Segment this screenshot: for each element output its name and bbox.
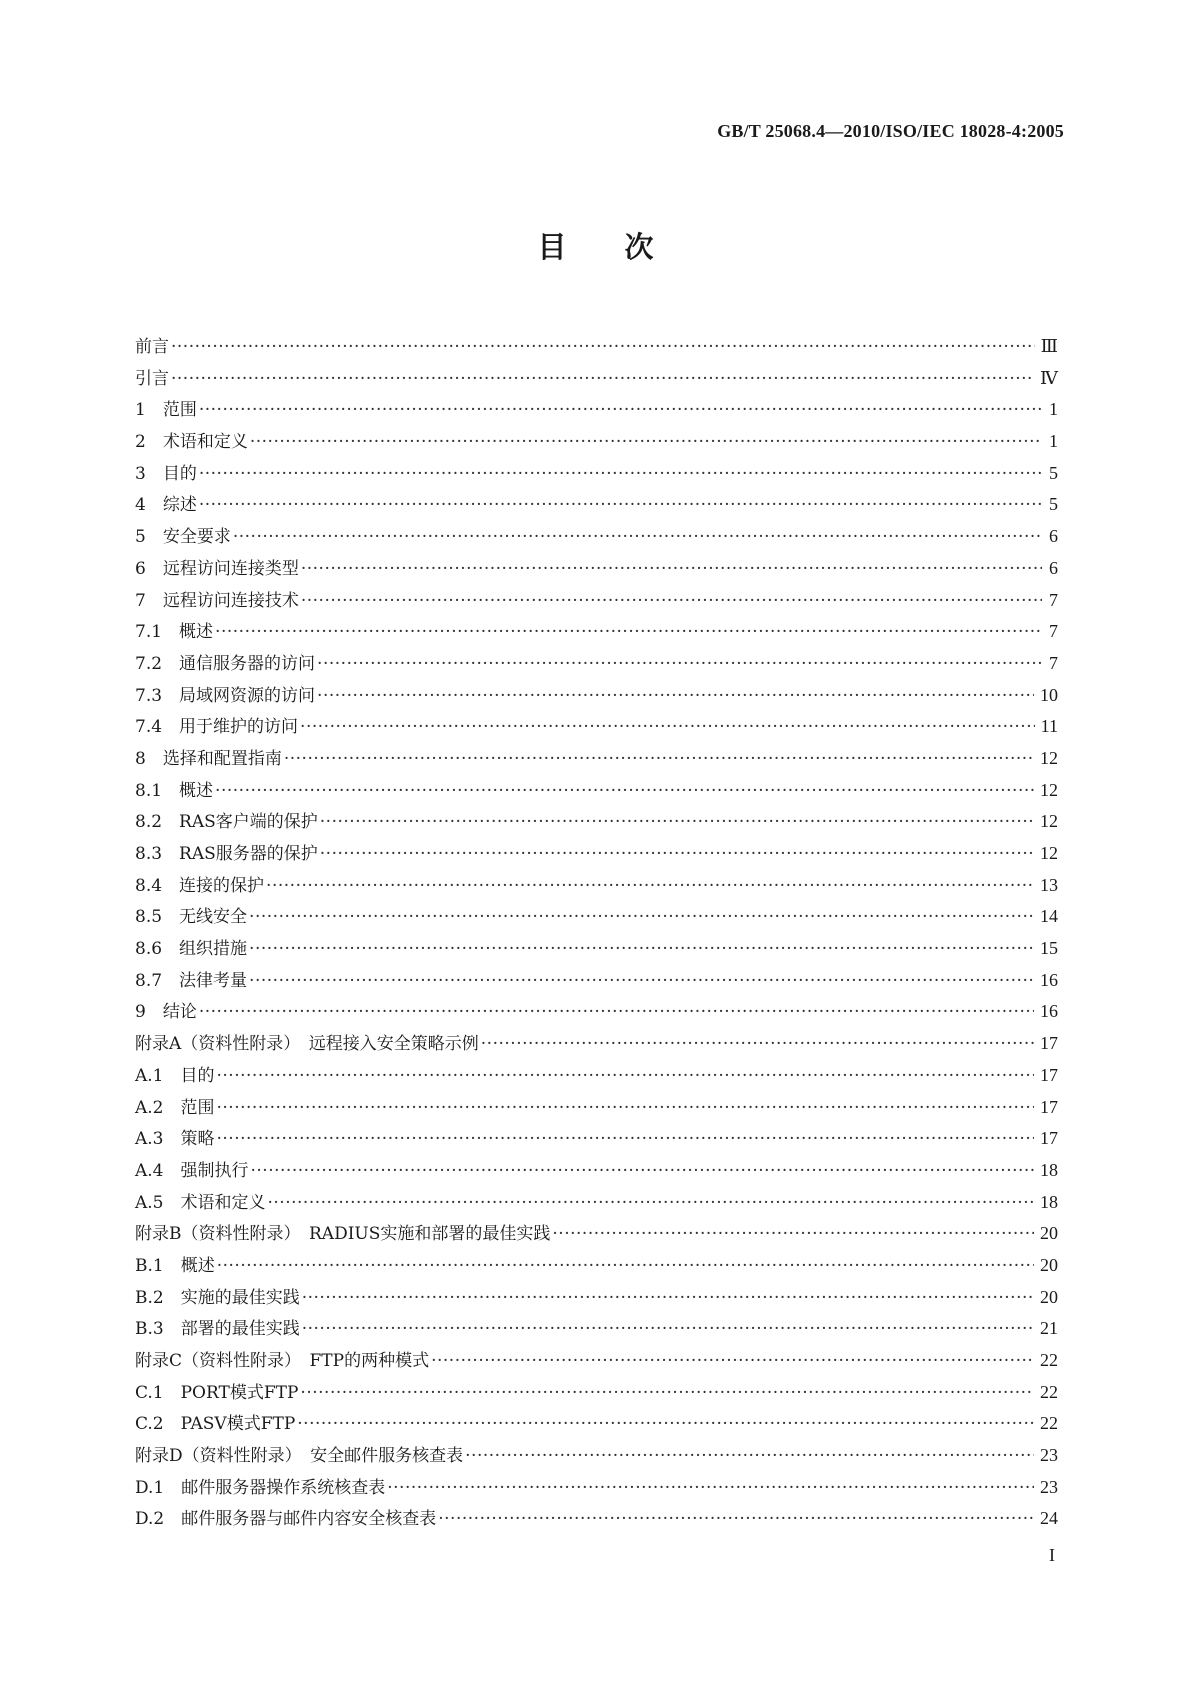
toc-entry-label: 8.1 概述: [135, 780, 214, 801]
toc-dot-leader: [302, 1283, 1034, 1315]
toc-entry-label: 3 目的: [135, 463, 197, 484]
toc-entry-label: C.2 PASV模式FTP: [135, 1414, 296, 1435]
toc-entry[interactable]: [135, 585, 1058, 617]
toc-dot-leader: [215, 617, 1042, 649]
toc-entry[interactable]: [135, 1503, 1058, 1535]
toc-dot-leader: [465, 1441, 1034, 1473]
toc-entry-page: 24: [1040, 1508, 1058, 1529]
toc-entry-label: B.1 概述: [135, 1255, 215, 1276]
toc-dot-leader: [431, 1346, 1034, 1378]
toc-entry-label: 9 结论: [135, 1002, 197, 1023]
toc-entry-page: 21: [1040, 1318, 1058, 1339]
toc-dot-leader: [300, 1378, 1034, 1410]
toc-entry[interactable]: [135, 1345, 1058, 1377]
toc-entry[interactable]: [135, 838, 1058, 870]
standard-code: GB/T 25068.4—2010/ISO/IEC 18028-4:2005: [717, 121, 1064, 141]
toc-dot-leader: [217, 1124, 1035, 1156]
toc-entry-page: 20: [1040, 1223, 1058, 1244]
toc-entry-label: A.2 范围: [135, 1097, 215, 1118]
toc-entry[interactable]: [135, 901, 1058, 933]
toc-entry-label: 6 远程访问连接类型: [135, 558, 299, 579]
toc-dot-leader: [249, 934, 1034, 966]
toc-dot-leader: [301, 554, 1042, 586]
toc-entry[interactable]: [135, 521, 1058, 553]
toc-dot-leader: [217, 1061, 1035, 1093]
toc-entry-label: 7 远程访问连接技术: [135, 590, 299, 611]
toc-entry-page: 6: [1049, 526, 1058, 547]
toc-dot-leader: [300, 712, 1035, 744]
table-of-contents: [135, 331, 1058, 1535]
toc-entry-label: 前言: [135, 337, 169, 357]
toc-entry-label: 7.3 局域网资源的访问: [135, 685, 316, 706]
toc-dot-leader: [320, 807, 1034, 839]
toc-entry[interactable]: [135, 1092, 1058, 1124]
toc-entry-page: 23: [1040, 1445, 1058, 1466]
toc-entry[interactable]: [135, 1218, 1058, 1250]
toc-entry-label: 附录D（资料性附录） 安全邮件服务核查表: [135, 1446, 464, 1467]
toc-entry-label: D.2 邮件服务器与邮件内容安全核查表: [135, 1509, 437, 1530]
toc-entry-page: 11: [1040, 716, 1058, 737]
toc-entry-label: 2 术语和定义: [135, 432, 248, 453]
toc-entry-label: 引言: [135, 368, 169, 389]
toc-entry[interactable]: [135, 1123, 1058, 1155]
toc-entry-label: 附录A（资料性附录） 远程接入安全策略示例: [135, 1034, 479, 1055]
toc-dot-leader: [199, 459, 1042, 491]
toc-dot-leader: [233, 522, 1042, 554]
toc-dot-leader: [250, 427, 1042, 459]
toc-entry-page: 16: [1040, 969, 1058, 990]
toc-entry-page: 12: [1040, 779, 1058, 800]
toc-entry-label: A.4 强制执行: [135, 1160, 249, 1181]
toc-dot-leader: [217, 1251, 1034, 1283]
toc-entry-page: 1: [1049, 431, 1058, 452]
toc-dot-leader: [171, 332, 1035, 364]
toc-entry[interactable]: [135, 553, 1058, 585]
toc-entry-page: 18: [1040, 1191, 1058, 1212]
toc-entry-label: 8.4 连接的保护: [135, 875, 265, 896]
toc-dot-leader: [320, 839, 1034, 871]
toc-dot-leader: [171, 364, 1034, 396]
toc-entry-page: 15: [1040, 938, 1058, 959]
toc-dot-leader: [317, 681, 1034, 713]
toc-entry-label: D.1 邮件服务器操作系统核查表: [135, 1477, 386, 1498]
toc-entry-page: 1: [1049, 399, 1058, 420]
toc-entry[interactable]: [135, 426, 1058, 458]
toc-entry-label: 8.6 组织措施: [135, 939, 248, 960]
toc-dot-leader: [217, 1093, 1035, 1125]
toc-entry-label: 8 选择和配置指南: [135, 748, 282, 769]
toc-entry[interactable]: [135, 965, 1058, 997]
toc-dot-leader: [301, 586, 1042, 618]
toc-dot-leader: [199, 490, 1042, 522]
toc-entry[interactable]: [135, 1282, 1058, 1314]
toc-entry-page: 20: [1040, 1254, 1058, 1275]
toc-entry[interactable]: [135, 775, 1058, 807]
toc-entry-page: 22: [1040, 1413, 1058, 1434]
toc-entry-label: 1 范围: [135, 400, 197, 421]
toc-entry-label: 8.7 法律考量: [135, 970, 248, 991]
toc-entry-label: 7.1 概述: [135, 622, 214, 643]
toc-entry-page: 12: [1040, 843, 1058, 863]
toc-entry-label: 8.2 RAS客户端的保护: [135, 812, 318, 833]
toc-dot-leader: [251, 1156, 1035, 1188]
toc-entry[interactable]: [135, 711, 1058, 743]
toc-dot-leader: [302, 1314, 1034, 1346]
toc-dot-leader: [481, 1029, 1034, 1061]
toc-entry[interactable]: [135, 648, 1058, 680]
toc-dot-leader: [438, 1504, 1034, 1536]
toc-entry-page: 17: [1040, 1096, 1058, 1117]
toc-entry[interactable]: [135, 806, 1058, 838]
toc-entry-page: 13: [1040, 874, 1058, 895]
toc-entry-label: A.3 策略: [135, 1129, 215, 1150]
toc-dot-leader: [268, 1188, 1035, 1220]
toc-entry-page: 20: [1040, 1286, 1058, 1307]
toc-entry-page: 7: [1049, 589, 1058, 610]
toc-entry-page: 22: [1040, 1381, 1058, 1402]
toc-entry-page: 10: [1040, 684, 1058, 705]
toc-entry[interactable]: [135, 331, 1058, 363]
toc-dot-leader: [249, 966, 1034, 998]
toc-entry[interactable]: [135, 1408, 1058, 1440]
toc-dot-leader: [199, 395, 1042, 427]
toc-entry-page: 6: [1049, 557, 1058, 578]
toc-entry-page: 17: [1040, 1128, 1058, 1149]
toc-dot-leader: [199, 997, 1034, 1029]
toc-dot-leader: [266, 871, 1034, 903]
toc-entry[interactable]: [135, 870, 1058, 902]
toc-entry-label: 8.5 无线安全: [135, 907, 248, 928]
toc-entry[interactable]: [135, 1028, 1058, 1060]
toc-entry[interactable]: [135, 1377, 1058, 1409]
toc-entry-label: B.3 部署的最佳实践: [135, 1319, 300, 1340]
toc-entry-page: 18: [1040, 1159, 1058, 1180]
toc-entry-label: A.5 术语和定义: [135, 1192, 266, 1213]
toc-entry-page: 17: [1040, 1033, 1058, 1054]
toc-entry[interactable]: [135, 1440, 1058, 1472]
toc-entry[interactable]: [135, 996, 1058, 1028]
toc-dot-leader: [297, 1409, 1034, 1441]
toc-dot-leader: [249, 902, 1034, 934]
toc-entry-label: A.1 目的: [135, 1065, 215, 1086]
toc-entry[interactable]: [135, 933, 1058, 965]
toc-entry-page: 5: [1049, 494, 1058, 515]
toc-dot-leader: [552, 1219, 1034, 1251]
toc-entry-page: 5: [1049, 462, 1058, 483]
toc-dot-leader: [317, 649, 1042, 681]
toc-entry-page: Ⅲ: [1040, 336, 1058, 356]
toc-entry-page: 12: [1040, 747, 1058, 768]
toc-entry-page: 12: [1040, 811, 1058, 832]
toc-entry[interactable]: [135, 743, 1058, 775]
toc-dot-leader: [284, 744, 1034, 776]
toc-entry-label: B.2 实施的最佳实践: [135, 1287, 300, 1308]
toc-entry[interactable]: [135, 1187, 1058, 1219]
page-title: 目 次: [537, 230, 654, 264]
toc-dot-leader: [215, 776, 1034, 808]
toc-entry-page: 17: [1040, 1064, 1058, 1085]
toc-entry[interactable]: [135, 1060, 1058, 1092]
toc-entry-label: 8.3 RAS服务器的保护: [135, 844, 318, 864]
toc-entry-page: Ⅳ: [1040, 367, 1058, 388]
toc-entry-label: 7.4 用于维护的访问: [135, 717, 299, 738]
toc-entry[interactable]: [135, 363, 1058, 395]
toc-entry-page: 22: [1040, 1350, 1058, 1370]
toc-entry-label: 附录C（资料性附录） FTP的两种模式: [135, 1351, 430, 1371]
toc-entry-label: 4 综述: [135, 495, 197, 516]
toc-entry[interactable]: [135, 1250, 1058, 1282]
toc-entry-page: 23: [1040, 1476, 1058, 1497]
toc-entry[interactable]: [135, 394, 1058, 426]
toc-entry-label: 7.2 通信服务器的访问: [135, 653, 316, 674]
toc-entry[interactable]: [135, 680, 1058, 712]
toc-entry-label: 附录B（资料性附录） RADIUS实施和部署的最佳实践: [135, 1224, 551, 1245]
toc-entry[interactable]: [135, 1155, 1058, 1187]
toc-entry[interactable]: [135, 1472, 1058, 1504]
toc-entry-page: 14: [1040, 906, 1058, 927]
toc-entry[interactable]: [135, 1313, 1058, 1345]
toc-entry[interactable]: [135, 489, 1058, 521]
toc-entry[interactable]: [135, 458, 1058, 490]
toc-dot-leader: [387, 1473, 1034, 1505]
toc-entry-page: 7: [1049, 621, 1058, 642]
toc-entry[interactable]: [135, 616, 1058, 648]
toc-entry-label: 5 安全要求: [135, 527, 231, 548]
toc-entry-page: 7: [1049, 652, 1058, 673]
page-number: I: [1049, 1545, 1055, 1565]
toc-entry-label: C.1 PORT模式FTP: [135, 1382, 299, 1403]
toc-entry-page: 16: [1040, 1001, 1058, 1022]
